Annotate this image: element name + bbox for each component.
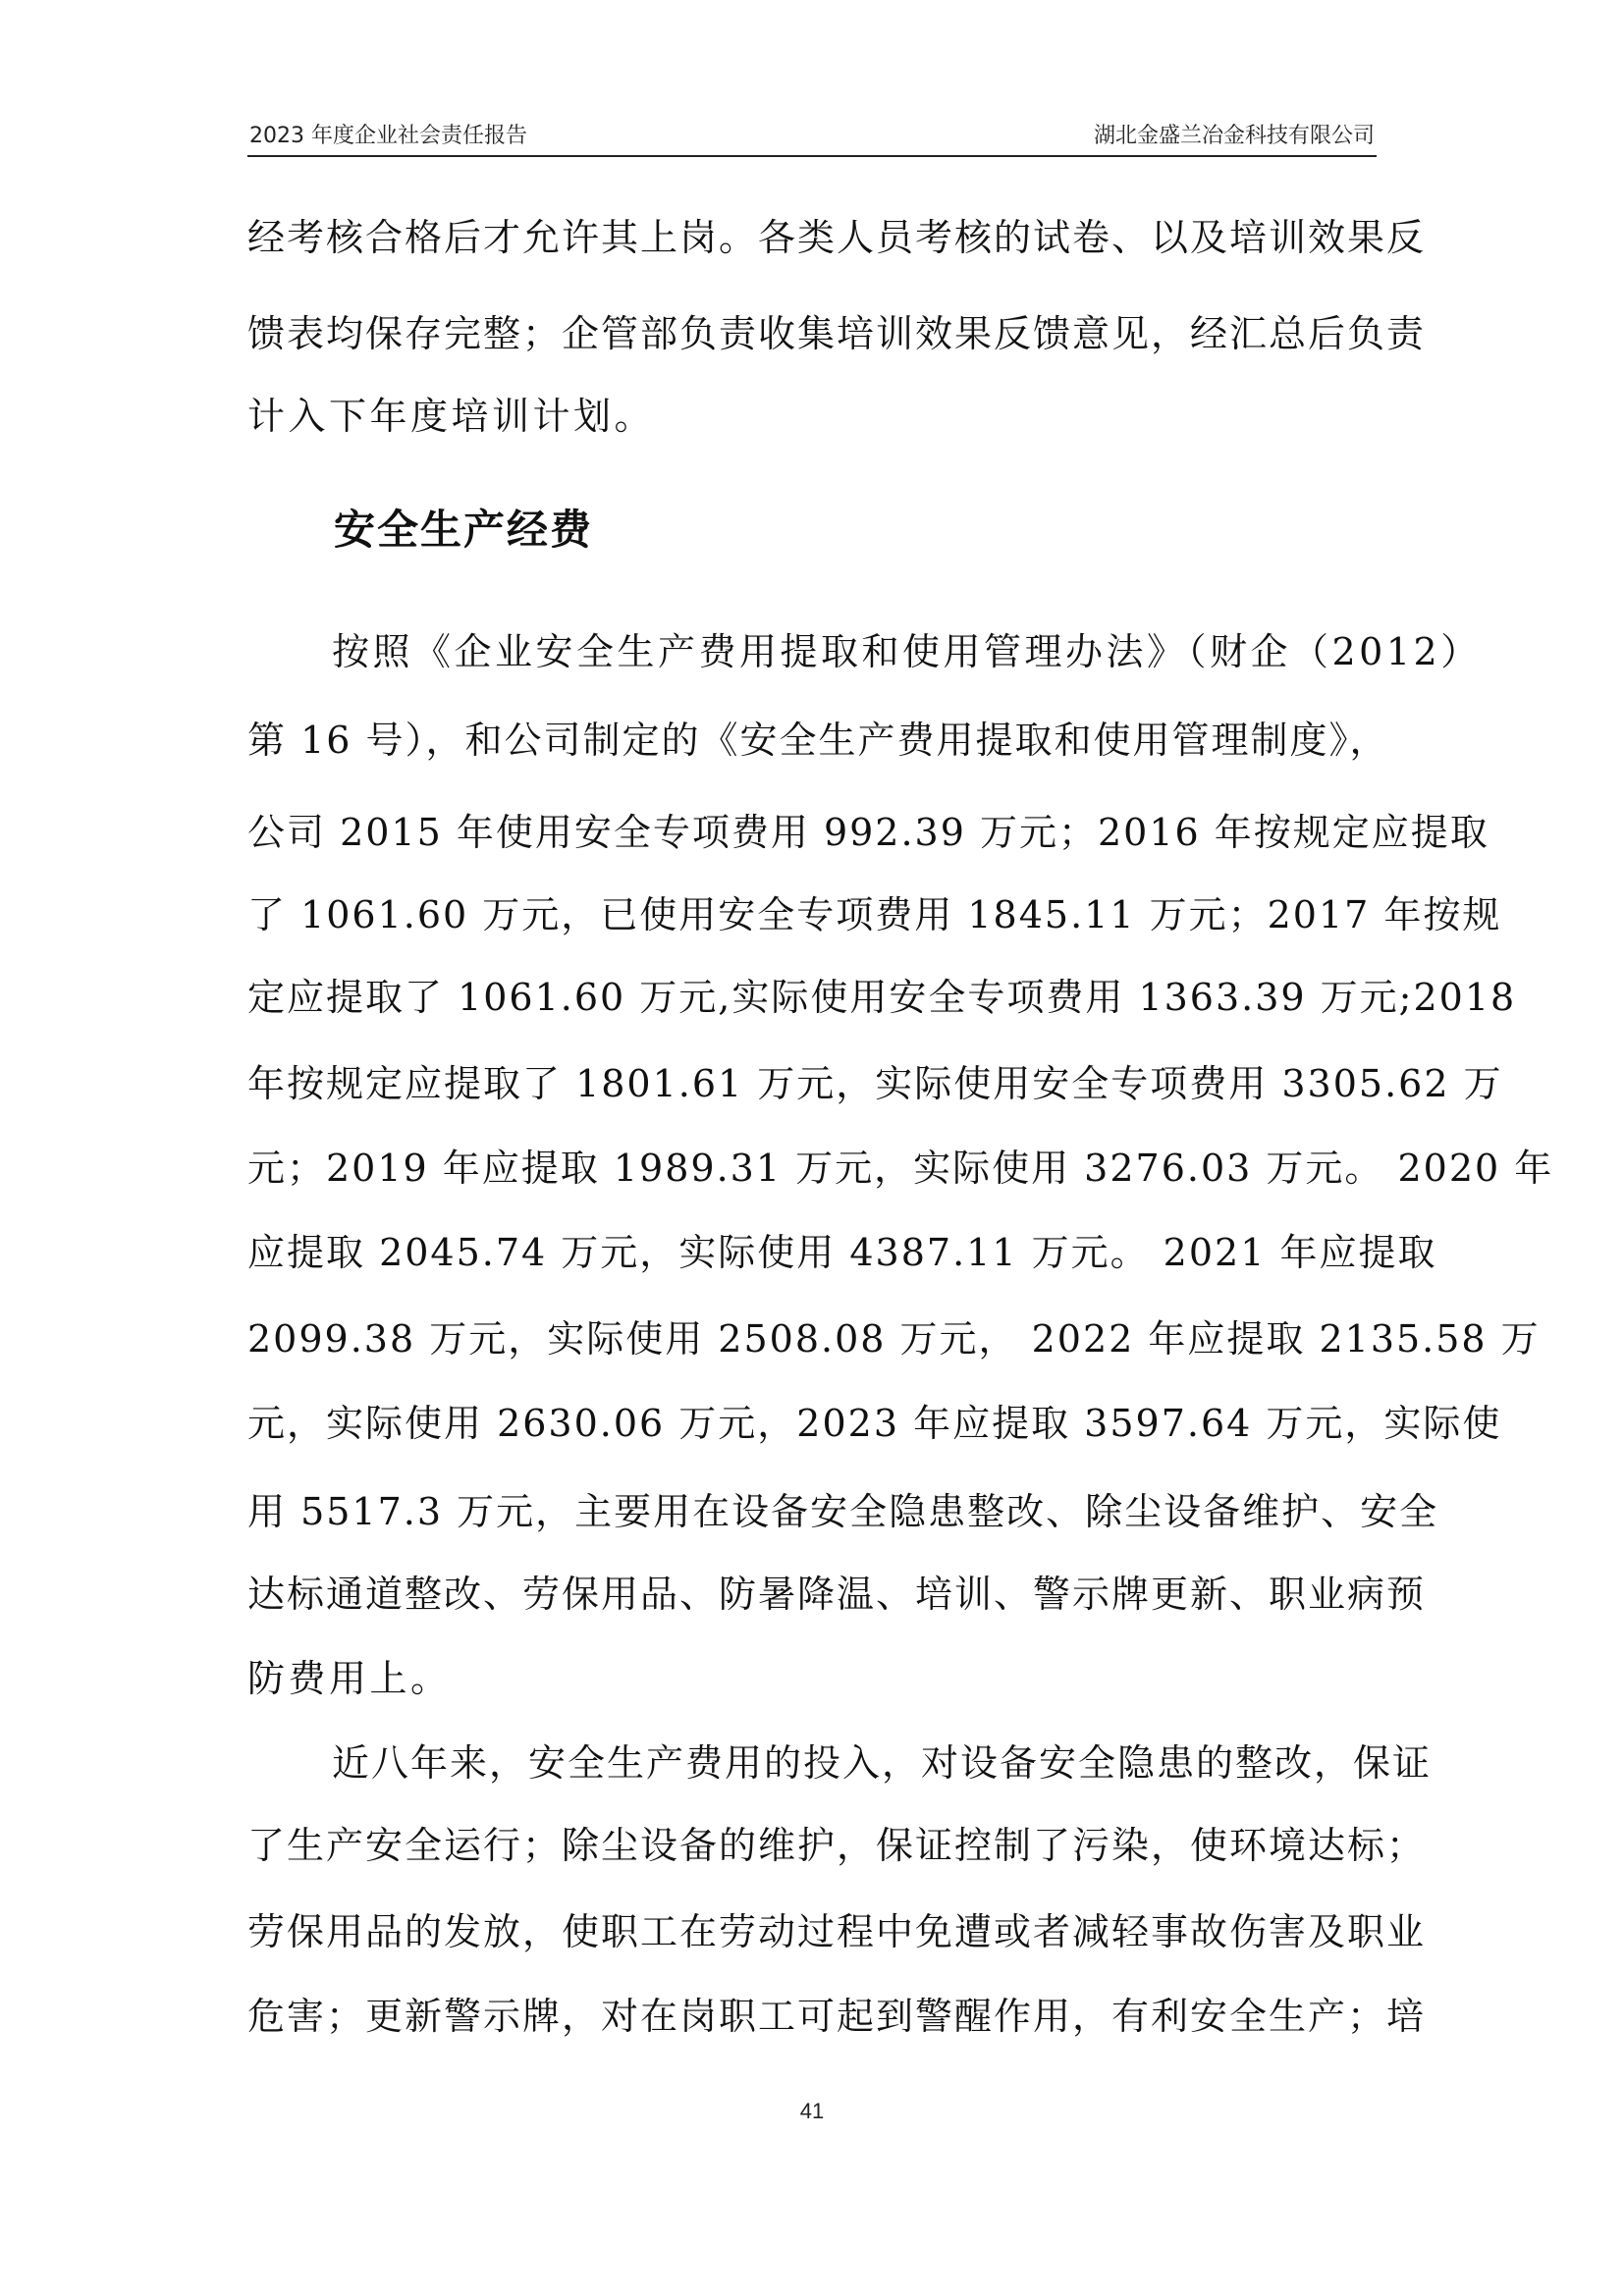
paragraph-line: 了 1061.60 万元，已使用安全专项费用 1845.11 万元；2017 年按规 (247, 893, 1502, 936)
paragraph-line: 公司 2015 年使用安全专项费用 992.39 万元；2016 年按规定应提取 (247, 811, 1489, 854)
paragraph-line: 定应提取了 1061.60 万元,实际使用安全专项费用 1363.39 万元;2018 (247, 976, 1517, 1019)
paragraph-line: 第 16 号），和公司制定的《安全生产费用提取和使用管理制度》， (247, 719, 1389, 762)
paragraph-line: 馈表均保存完整；企管部负责收集培训效果反馈意见，经汇总后负责 (247, 312, 1427, 355)
paragraph-line: 计入下年度培训计划。 (247, 395, 656, 438)
paragraph-line: 元；2019 年应提取 1989.31 万元，实际使用 3276.03 万元。 2020 年 (247, 1147, 1554, 1190)
paragraph-line: 近八年来，安全生产费用的投入，对设备安全隐患的整改，保证 (332, 1741, 1433, 1785)
paragraph-line: 达标通道整改、劳保用品、防暑降温、培训、警示牌更新、职业病预 (247, 1573, 1427, 1616)
page-header (247, 116, 1377, 157)
section-heading: 安全生产经费 (334, 506, 594, 554)
paragraph-line: 用 5517.3 万元，主要用在设备安全隐患整改、除尘设备维护、安全 (247, 1490, 1439, 1533)
paragraph-line: 防费用上。 (247, 1657, 452, 1700)
paragraph-line: 经考核合格后才允许其上岗。各类人员考核的试卷、以及培训效果反 (247, 216, 1427, 259)
company-name: 湖北金盛兰冶金科技有限公司 (1093, 124, 1375, 148)
paragraph-line: 了生产安全运行；除尘设备的维护，保证控制了污染，使环境达标； (247, 1824, 1427, 1867)
paragraph-line: 按照《企业安全生产费用提取和使用管理办法》（财企（2012） (332, 630, 1482, 673)
page-number: 41 (799, 2099, 825, 2123)
paragraph-line: 危害；更新警示牌，对在岗职工可起到警醒作用，有利安全生产；培 (247, 1995, 1427, 2038)
paragraph-line: 劳保用品的发放，使职工在劳动过程中免遭或者减轻事故伤害及职业 (247, 1910, 1427, 1953)
paragraph-line: 元，实际使用 2630.06 万元，2023 年应提取 3597.64 万元，实际使 (247, 1402, 1502, 1445)
paragraph-line: 应提取 2045.74 万元，实际使用 4387.11 万元。 2021 年应提取 (247, 1231, 1437, 1274)
paragraph-line: 2099.38 万元，实际使用 2508.08 万元， 2022 年应提取 2135.58 万 (247, 1317, 1541, 1361)
report-title: 2023 年度企业社会责任报告 (249, 124, 527, 148)
paragraph-line: 年按规定应提取了 1801.61 万元，实际使用安全专项费用 3305.62 万 (247, 1062, 1503, 1105)
